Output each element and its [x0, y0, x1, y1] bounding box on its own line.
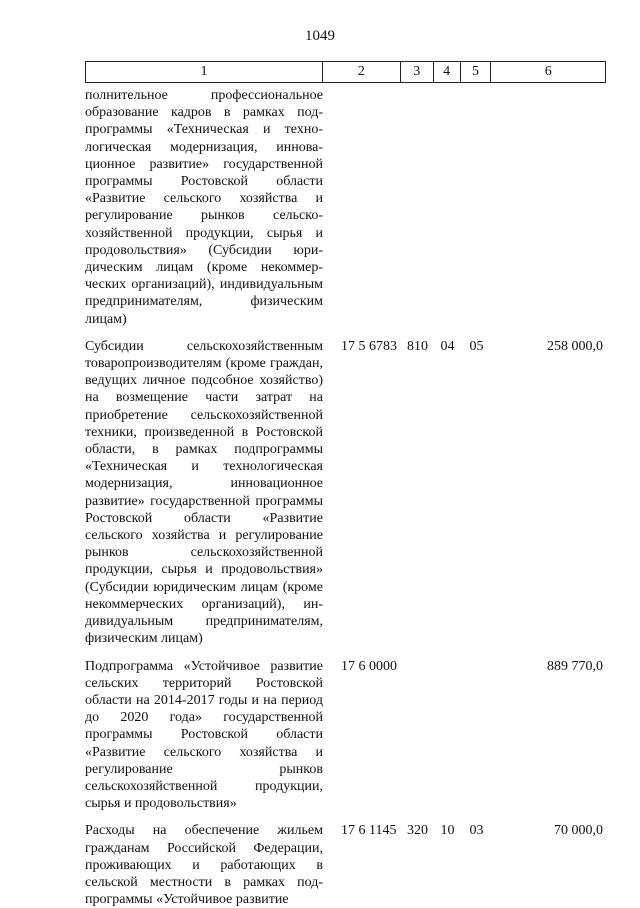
table-row — [85, 658, 606, 813]
column-header-3: 3 — [401, 62, 434, 82]
row-expense-type: 810 — [407, 338, 428, 354]
column-header-6: 6 — [544, 64, 552, 79]
table-row — [85, 822, 606, 908]
row-description: полнительное профессиональное образование кадров в рамках подпрограммы «Техническая и технологическая модернизация, инновационное развитие» государственной программы Ростовской области «Развитие сельского хозяйства и регулирование рынков сельскохозяйственной продукции, сырья и продовольствия» (Субсидии юридическим лицам (кроме некоммерческих организаций), индивидуальным предпринимателям, физическим лицам) — [85, 88, 323, 327]
row-description: Субсидии сельскохозяйственным товаропроизводителям (кроме граждан, ведущих личное подсобное хозяйство) на возмещение части затрат на приобретение сельскохозяйственной техники, произведенной в Ростовской области, в рамках подпрограммы «Техническая и технологическая модернизация, инновационное развитие» государственной программы Ростовской области «Развитие сельского хозяйства и регулирование рынков сельскохозяйственной продукции, сырья и продовольствия» (Субсидии юридическим лицам (кроме некоммерческих организаций), индивидуальным предпринимателям, физическим лицам) — [85, 338, 323, 647]
row-section: 04 — [440, 338, 455, 354]
row-subsection: 05 — [469, 338, 484, 354]
row-target-code: 17 5 6783 — [341, 338, 397, 354]
row-section: 10 — [440, 823, 455, 839]
row-amount: 889 770,0 — [547, 658, 603, 674]
row-subsection: 03 — [469, 823, 484, 839]
column-header-1: 1 — [86, 62, 323, 82]
row-expense-type: 320 — [407, 823, 428, 839]
column-header-4: 4 — [434, 62, 461, 82]
table-header — [85, 61, 606, 83]
row-description: Подпрограмма «Устойчивое развитие сельских территорий Ростовской области на 2014-2017 годы и на период до 2020 года» государственной программы Ростовской области «Развитие сельского хозяйства и регулирование рынков сельскохозяйственной продукции, сырья и продовольствия» — [85, 658, 323, 812]
row-target-code — [323, 87, 401, 328]
column-header-5: 5 — [461, 62, 492, 82]
row-amount — [492, 87, 606, 328]
row-description: Расходы на обеспечение жильем гражданам Российской Федерации, проживающих и работающих в сельской местности в рамках подпрограммы «Устойчивое развитие — [85, 823, 323, 908]
column-header-2: 2 — [323, 62, 401, 82]
page-number: 1049 — [305, 28, 335, 44]
row-amount: 70 000,0 — [554, 823, 603, 839]
row-subsection — [461, 658, 492, 813]
row-expense-type — [401, 658, 434, 813]
row-expense-type — [401, 87, 434, 328]
table-row — [85, 87, 606, 328]
row-subsection — [461, 87, 492, 328]
row-target-code: 17 6 0000 — [341, 658, 397, 674]
row-target-code: 17 6 1145 — [341, 823, 397, 839]
table-row — [85, 338, 606, 648]
row-section — [434, 658, 461, 813]
row-section — [434, 87, 461, 328]
table-body — [85, 87, 606, 908]
row-amount: 258 000,0 — [547, 338, 603, 354]
